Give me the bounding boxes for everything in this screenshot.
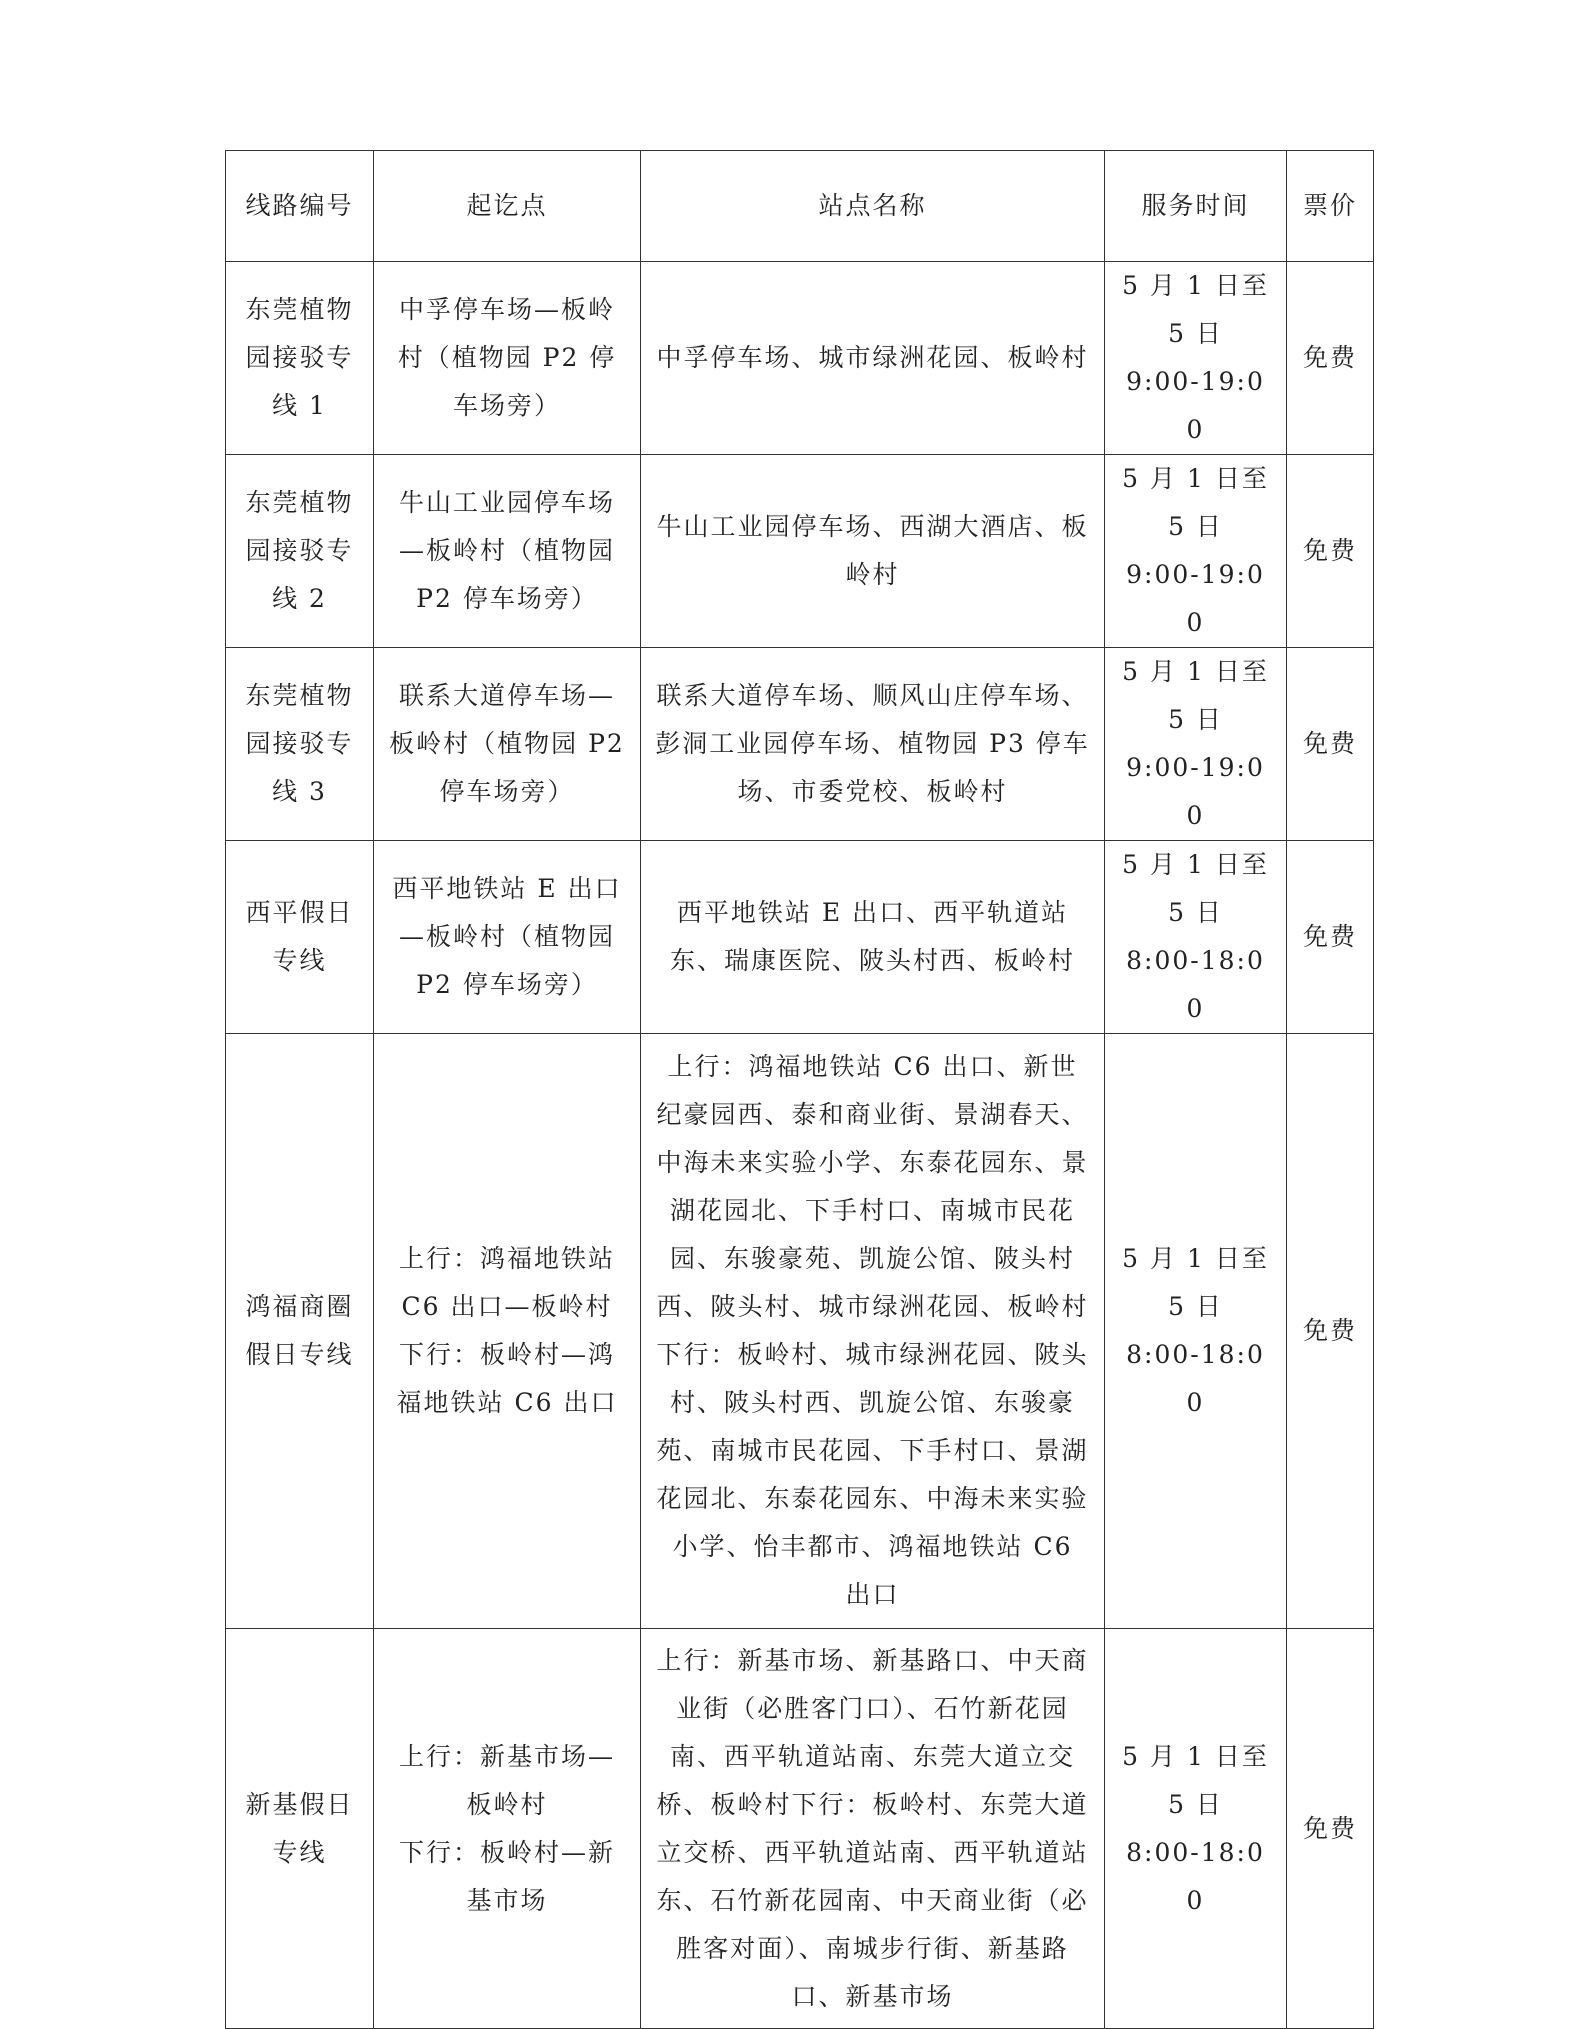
cell-stops: 上行：新基市场、新基路口、中天商业街（必胜客门口）、石竹新花园南、西平轨道站南、东莞大道立交桥、板岭村下行：板岭村、东莞大道立交桥、西平轨道站南、西平轨道站东、石竹新花园南、中天商业街（必胜客对面）、南城步行街、新基路口、新基市场 bbox=[641, 1629, 1105, 2029]
cell-line-no: 东莞植物园接驳专线 1 bbox=[226, 262, 374, 455]
cell-fare: 免费 bbox=[1287, 1629, 1374, 2029]
header-endpoints: 起讫点 bbox=[374, 151, 641, 262]
table-row bbox=[226, 455, 1374, 648]
header-row bbox=[226, 151, 1374, 262]
header-line-no: 线路编号 bbox=[226, 151, 374, 262]
cell-endpoints: 联系大道停车场—板岭村（植物园 P2 停车场旁） bbox=[374, 648, 641, 841]
cell-stops: 上行：鸿福地铁站 C6 出口、新世纪豪园西、泰和商业街、景湖春天、中海未来实验小学、东泰花园东、景湖花园北、下手村口、南城市民花园、东骏豪苑、凯旋公馆、陂头村西、陂头村、城市绿洲花园、板岭村下行：板岭村、城市绿洲花园、陂头村、陂头村西、凯旋公馆、东骏豪苑、南城市民花园、下手村口、景湖花园北、东泰花园东、中海未来实验小学、怡丰都市、鸿福地铁站 C6 出口 bbox=[641, 1034, 1105, 1629]
cell-line-no: 东莞植物园接驳专线 3 bbox=[226, 648, 374, 841]
cell-line-no: 西平假日专线 bbox=[226, 841, 374, 1034]
cell-stops: 西平地铁站 E 出口、西平轨道站东、瑞康医院、陂头村西、板岭村 bbox=[641, 841, 1105, 1034]
table-row bbox=[226, 841, 1374, 1034]
header-stops: 站点名称 bbox=[641, 151, 1105, 262]
cell-line-no: 新基假日专线 bbox=[226, 1629, 374, 2029]
table-body bbox=[226, 262, 1374, 2029]
bus-route-table bbox=[225, 150, 1374, 2029]
cell-endpoints: 中孚停车场—板岭村（植物园 P2 停车场旁） bbox=[374, 262, 641, 455]
cell-fare: 免费 bbox=[1287, 648, 1374, 841]
cell-service-time: 5 月 1 日至 5 日 9:00-19:00 bbox=[1105, 455, 1287, 648]
cell-fare: 免费 bbox=[1287, 455, 1374, 648]
cell-stops: 联系大道停车场、顺风山庄停车场、彭洞工业园停车场、植物园 P3 停车场、市委党校、板岭村 bbox=[641, 648, 1105, 841]
cell-stops: 牛山工业园停车场、西湖大酒店、板岭村 bbox=[641, 455, 1105, 648]
cell-service-time: 5 月 1 日至 5 日 9:00-19:00 bbox=[1105, 648, 1287, 841]
cell-service-time: 5 月 1 日至 5 日 9:00-19:00 bbox=[1105, 262, 1287, 455]
cell-endpoints: 西平地铁站 E 出口—板岭村（植物园 P2 停车场旁） bbox=[374, 841, 641, 1034]
cell-service-time: 5 月 1 日至 5 日 8:00-18:00 bbox=[1105, 841, 1287, 1034]
table-row bbox=[226, 262, 1374, 455]
cell-endpoints: 牛山工业园停车场—板岭村（植物园 P2 停车场旁） bbox=[374, 455, 641, 648]
header-fare: 票价 bbox=[1287, 151, 1374, 262]
table-row bbox=[226, 1629, 1374, 2029]
cell-endpoints: 上行：新基市场—板岭村 下行：板岭村—新基市场 bbox=[374, 1629, 641, 2029]
table-row bbox=[226, 1034, 1374, 1629]
cell-line-no: 鸿福商圈假日专线 bbox=[226, 1034, 374, 1629]
cell-service-time: 5 月 1 日至 5 日 8:00-18:00 bbox=[1105, 1034, 1287, 1629]
cell-fare: 免费 bbox=[1287, 841, 1374, 1034]
cell-service-time: 5 月 1 日至 5 日 8:00-18:00 bbox=[1105, 1629, 1287, 2029]
cell-fare: 免费 bbox=[1287, 1034, 1374, 1629]
cell-fare: 免费 bbox=[1287, 262, 1374, 455]
cell-endpoints: 上行：鸿福地铁站 C6 出口—板岭村 下行：板岭村—鸿福地铁站 C6 出口 bbox=[374, 1034, 641, 1629]
cell-line-no: 东莞植物园接驳专线 2 bbox=[226, 455, 374, 648]
table-header bbox=[226, 151, 1374, 262]
cell-stops: 中孚停车场、城市绿洲花园、板岭村 bbox=[641, 262, 1105, 455]
header-service-time: 服务时间 bbox=[1105, 151, 1287, 262]
table-row bbox=[226, 648, 1374, 841]
